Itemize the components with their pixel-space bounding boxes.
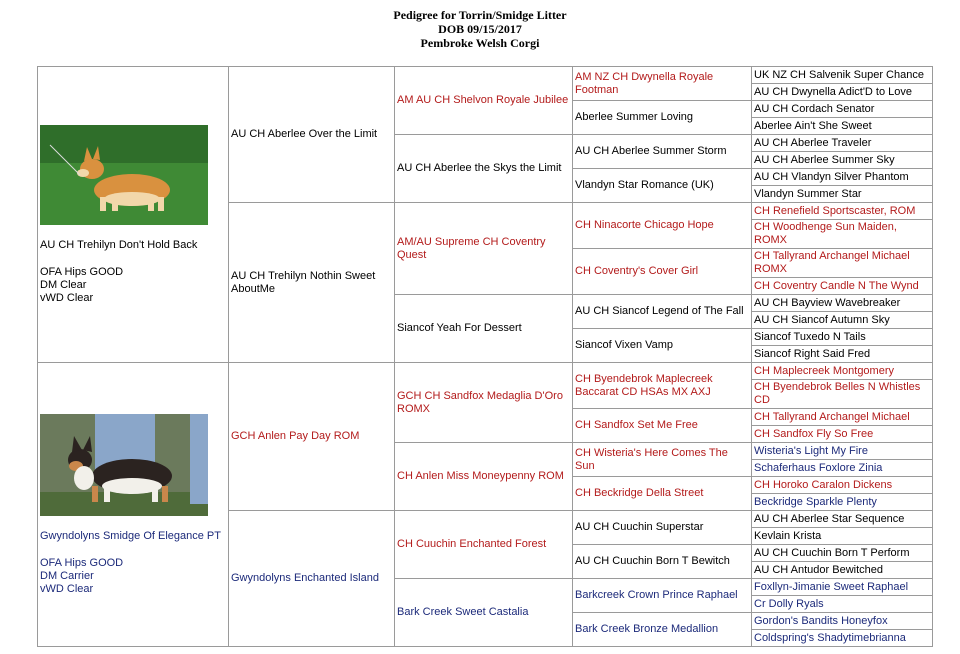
gen5-18: CH Byendebrok Belles N Whistles CD [752,380,933,409]
gen5-32: Coldspring's Shadytimebrianna [752,630,933,647]
gen5-5: AU CH Aberlee Traveler [752,135,933,152]
sire-health [40,266,226,305]
gen4-dsds: CH Wisteria's Here Comes The Sun [573,443,752,477]
gen5-16: Siancof Right Said Fred [752,346,933,363]
gen5-3: AU CH Cordach Senator [752,101,933,118]
gen5-10: CH Woodhenge Sun Maiden, ROMX [752,220,933,249]
gen4-sddd: Siancof Vixen Vamp [573,329,752,363]
gen5-21: Wisteria's Light My Fire [752,443,933,460]
gen5-1: UK NZ CH Salvenik Super Chance [752,67,933,84]
gen2-dam-sire: GCH Anlen Pay Day ROM [229,363,395,511]
sire-name: AU CH Trehilyn Don't Hold Back [40,238,198,251]
gen5-17: CH Maplecreek Montgomery [752,363,933,380]
gen5-9: CH Renefield Sportscaster, ROM [752,203,933,220]
dam-photo [40,414,208,516]
gen4-ddsd: AU CH Cuuchin Born T Bewitch [573,545,752,579]
gen5-26: Kevlain Krista [752,528,933,545]
gen5-8: Vlandyn Summer Star [752,186,933,203]
gen4-sdsd: CH Coventry's Cover Girl [573,249,752,295]
sire-cell [38,67,229,363]
gen4-ssss: AM NZ CH Dwynella Royale Footman [573,67,752,101]
gen2-sire-dam: AU CH Trehilyn Nothin Sweet AboutMe [229,203,395,363]
gen5-7: AU CH Vlandyn Silver Phantom [752,169,933,186]
gen3-sdd: Siancof Yeah For Dessert [395,295,573,363]
gen5-14: AU CH Siancof Autumn Sky [752,312,933,329]
gen4-dddd: Bark Creek Bronze Medallion [573,613,752,647]
gen5-27: AU CH Cuuchin Born T Perform [752,545,933,562]
gen5-23: CH Horoko Caralon Dickens [752,477,933,494]
pedigree-title: Pedigree for Torrin/Smidge Litter [393,8,567,22]
gen4-dssd: CH Sandfox Set Me Free [573,409,752,443]
pedigree-header [0,8,960,50]
gen4-ddds: Barkcreek Crown Prince Raphael [573,579,752,613]
gen5-15: Siancof Tuxedo N Tails [752,329,933,346]
sire-health-hips: OFA Hips GOOD [40,265,124,278]
gen3-dss: GCH CH Sandfox Medaglia D'Oro ROMX [395,363,573,443]
sire-health-dm: DM Clear [40,278,87,291]
breed-name: Pembroke Welsh Corgi [420,36,540,50]
gen4-dsss: CH Byendebrok Maplecreek Baccarat CD HSAs MX AXJ [573,363,752,409]
gen4-sdds: AU CH Siancof Legend of The Fall [573,295,752,329]
gen2-dam-dam: Gwyndolyns Enchanted Island [229,511,395,647]
gen5-29: Foxllyn-Jimanie Sweet Raphael [752,579,933,596]
gen3-dsd: CH Anlen Miss Moneypenny ROM [395,443,573,511]
gen5-11: CH Tallyrand Archangel Michael ROMX [752,249,933,278]
dam-health-dm: DM Carrier [40,569,94,582]
dam-health-vwd: vWD Clear [40,582,94,595]
gen4-sdss: CH Ninacorte Chicago Hope [573,203,752,249]
gen4-ssdd: Vlandyn Star Romance (UK) [573,169,752,203]
gen5-19: CH Tallyrand Archangel Michael [752,409,933,426]
pedigree-table [37,66,933,647]
dam-health-hips: OFA Hips GOOD [40,556,124,569]
gen3-ssd: AU CH Aberlee the Skys the Limit [395,135,573,203]
dam-health [40,557,226,596]
dam-cell [38,363,229,647]
gen3-ddd: Bark Creek Sweet Castalia [395,579,573,647]
gen4-ddss: AU CH Cuuchin Superstar [573,511,752,545]
gen5-24: Beckridge Sparkle Plenty [752,494,933,511]
gen2-sire-sire: AU CH Aberlee Over the Limit [229,67,395,203]
gen5-28: AU CH Antudor Bewitched [752,562,933,579]
gen5-13: AU CH Bayview Wavebreaker [752,295,933,312]
sire-health-vwd: vWD Clear [40,291,94,304]
gen4-dsdd: CH Beckridge Della Street [573,477,752,511]
gen3-sss: AM AU CH Shelvon Royale Jubilee [395,67,573,135]
gen3-dds: CH Cuuchin Enchanted Forest [395,511,573,579]
dam-name: Gwyndolyns Smidge Of Elegance PT [40,529,221,542]
gen5-2: AU CH Dwynella Adict'D to Love [752,84,933,101]
gen5-20: CH Sandfox Fly So Free [752,426,933,443]
gen5-30: Cr Dolly Ryals [752,596,933,613]
sire-photo [40,125,208,225]
gen3-sds: AM/AU Supreme CH Coventry Quest [395,203,573,295]
gen4-sssd: Aberlee Summer Loving [573,101,752,135]
gen5-22: Schaferhaus Foxlore Zinia [752,460,933,477]
gen4-ssds: AU CH Aberlee Summer Storm [573,135,752,169]
gen5-12: CH Coventry Candle N The Wynd [752,278,933,295]
gen5-31: Gordon's Bandits Honeyfox [752,613,933,630]
gen5-6: AU CH Aberlee Summer Sky [752,152,933,169]
litter-dob: DOB 09/15/2017 [438,22,522,36]
gen5-4: Aberlee Ain't She Sweet [752,118,933,135]
gen5-25: AU CH Aberlee Star Sequence [752,511,933,528]
